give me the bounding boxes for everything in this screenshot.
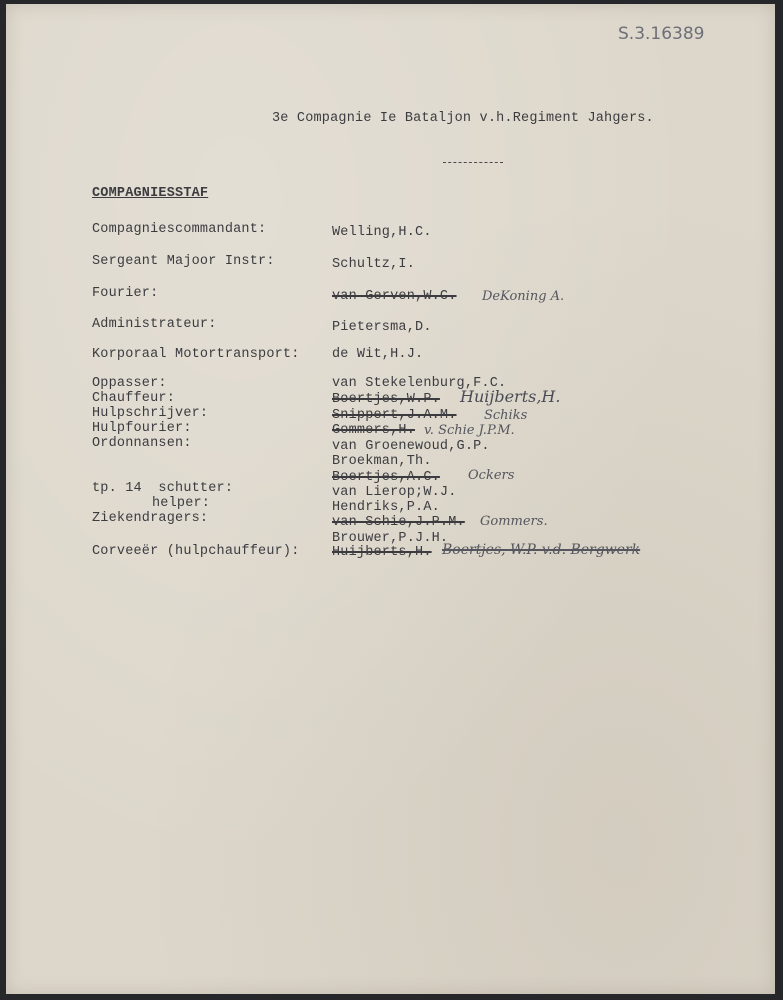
staff-name-struck: Snippert,J.A.M. [332,408,457,423]
role-label: Administrateur: [92,317,217,332]
staff-name-struck: Gommers,H. [332,423,416,438]
handwritten-correction: DeKoning A. [482,289,565,304]
handwritten-correction: Huijberts,H. [460,387,561,406]
staff-name: Brouwer,P.J.H. [332,531,449,546]
heading-divider [443,162,503,163]
handwritten-correction: Ockers [468,468,515,483]
role-label: Corveeër (hulpchauffeur): [92,544,300,559]
staff-name: van Lierop;W.J. [332,485,457,500]
staff-name-struck: Huijberts,H. [332,545,432,560]
staff-name: Pietersma,D. [332,320,432,335]
staff-name-struck: van Gerven,W.C. [332,289,457,304]
role-label: Compagniescommandant: [92,222,267,237]
role-label: Fourier: [92,286,159,301]
staff-name-struck: van Schie,J.P.M. [332,515,465,530]
handwritten-correction: v. Schie J.P.M. [424,423,515,438]
staff-name: van Groenewoud,G.P. [332,439,490,454]
role-label: Sergeant Majoor Instr: [92,254,275,269]
handwritten-correction: Schiks [484,408,528,423]
role-label: tp. 14 schutter: [92,481,234,496]
staff-name: Welling,H.C. [332,225,432,240]
handwritten-correction: Boertjes, W.P. v.d. Bergwerk [442,542,641,558]
archive-number: S.3.16389 [618,24,705,44]
section-title: COMPAGNIESSTAF [92,186,209,201]
staff-name: Hendriks,P.A. [332,500,440,515]
handwritten-correction: Gommers. [480,514,548,529]
staff-name: Schultz,I. [332,257,416,272]
role-label: Ordonnansen: [92,436,192,451]
staff-name: van Stekelenburg,F.C. [332,376,507,391]
role-label: Hulpschrijver: [92,406,209,421]
role-label: Korporaal Motortransport: [92,347,300,362]
role-label: Chauffeur: [92,391,176,406]
role-label: Ziekendragers: [92,511,209,526]
staff-name-struck: Boertjes,W.P. [332,392,440,407]
role-label: Hulpfourier: [92,421,192,436]
document-page [6,4,775,994]
role-label: helper: [152,496,211,511]
staff-name: de Wit,H.J. [332,347,424,362]
role-label: Oppasser: [92,376,167,391]
staff-name-struck: Boertjes,A.C. [332,470,440,485]
staff-name: Broekman,Th. [332,454,432,469]
document-heading: 3e Compagnie Ie Bataljon v.h.Regiment Jahgers. [272,111,654,126]
